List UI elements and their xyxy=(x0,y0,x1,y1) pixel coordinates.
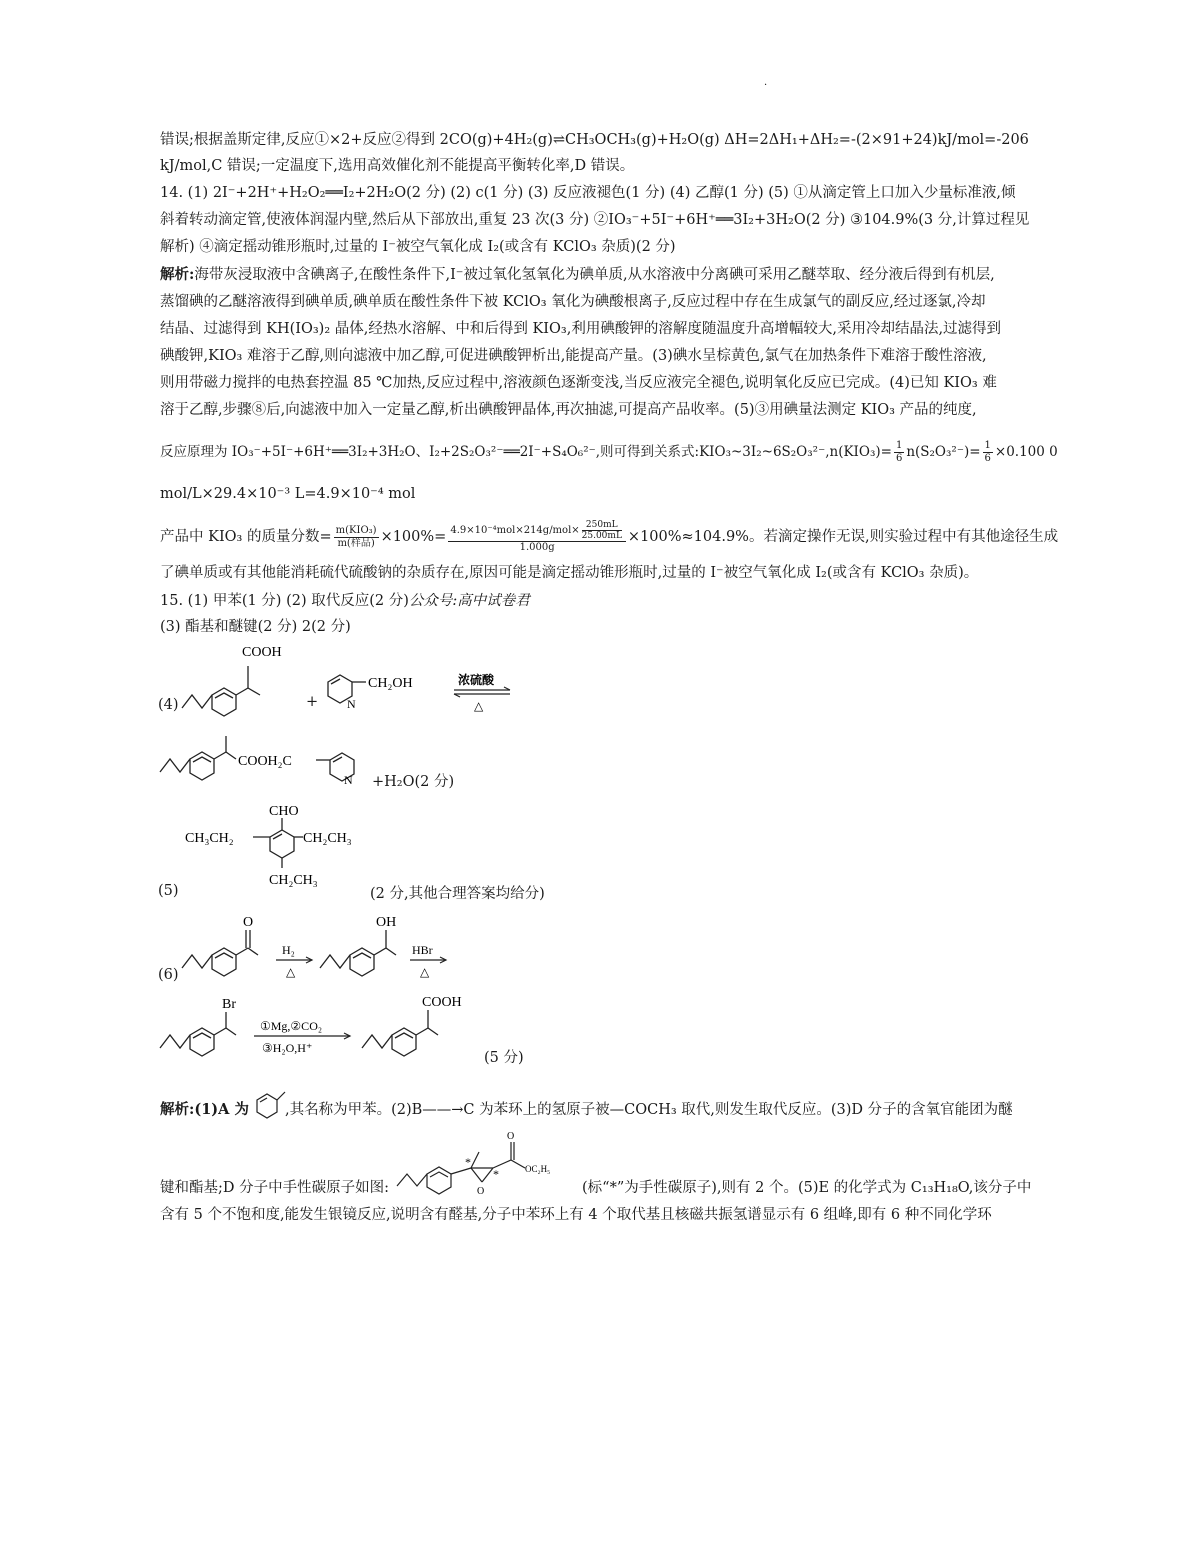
plus-sign: + xyxy=(306,694,319,710)
cooh-label-2: COOH xyxy=(422,995,462,1010)
carbonyl-o: O xyxy=(507,1131,515,1142)
ethyl-right-label: CH₂CH₃ xyxy=(303,831,352,846)
o-atom: O xyxy=(243,915,254,930)
q15-answers: 15. (1) 甲苯(1 分) (2) 取代反应(2 分) xyxy=(160,593,409,609)
star-2: * xyxy=(493,1167,499,1181)
page-dot: · xyxy=(764,80,768,91)
part-5-label: (5) xyxy=(158,883,179,899)
conc-h2so4-label: 浓硫酸 xyxy=(458,673,495,687)
jiexi-label: 解析: xyxy=(160,266,195,283)
delta-label: △ xyxy=(474,699,484,713)
times-100-a: ×100%= xyxy=(380,529,447,545)
cooh2c-label: COOH₂C xyxy=(238,754,292,769)
grignard-arrow xyxy=(252,1018,352,1062)
result-text: ×100%≈104.9%。若滴定操作无误,则实验过程中有其他途径生成 xyxy=(627,529,1059,545)
part-4-label: (4) xyxy=(158,697,179,713)
cho-label: CHO xyxy=(269,804,299,819)
text-line-10: 则用带磁力搅拌的电热套控温 85 ℃加热,反应过程中,溶液颜色逐渐变浅,当反应液完全褪色,说明氧化反应已完成。(4)已知 KIO₃ 难 xyxy=(160,375,997,391)
br-label: Br xyxy=(222,997,236,1012)
analysis-line-2b: (标“*”为手性碳原子),则有 2 个。(5)E 的化学式为 C₁₃H₁₈O,该分子中 xyxy=(582,1180,1032,1196)
aldehyde-structure xyxy=(185,800,385,904)
water-product: +H₂O(2 分) xyxy=(372,774,455,790)
epoxide-ester-structure xyxy=(395,1128,580,1207)
analysis-text-1: ,其名称为甲苯。(2)B——→C 为苯环上的氢原子被—COCH₃ 取代,则发生取代反应。(3)D 分子的含氧官能团为醚 xyxy=(284,1102,1013,1118)
text-line-12 xyxy=(160,440,1058,465)
mg-co2-label: ①Mg,②CO₂ xyxy=(260,1019,323,1033)
fraction-calc: 4.9×10⁻⁴mol×214g/mol× $\frac{250mL}{25.00mL}$ 1.000g xyxy=(448,520,626,554)
bromide-structure xyxy=(158,990,258,1074)
n-s2o3: n(S₂O₃²⁻)= xyxy=(906,444,981,460)
text-line-17: (3) 酯基和醚键(2 分) 2(2 分) xyxy=(160,619,351,635)
h2-arrow xyxy=(274,942,314,986)
alcohol-structure xyxy=(318,910,418,994)
text-line-4: 斜着转动滴定管,使液体润湿内壁,然后从下部放出,重复 23 次(3 分) ②IO₃⁻+5I⁻+6H⁺══3I₂+3H₂O(2 分) ③104.9%(3 分,计算过程见 xyxy=(160,212,1030,228)
reaction-principle: 反应原理为 IO₃⁻+5I⁻+6H⁺══3I₂+3H₂O、I₂+2S₂O₃²⁻══2I⁻+S₄O₆²⁻,则可得到关系式:KIO₃~3I₂~6S₂O₃²⁻,n(KIO₃)= xyxy=(160,444,892,460)
text-line-13: mol/L×29.4×10⁻³ L=4.9×10⁻⁴ mol xyxy=(160,486,416,502)
text-line-16 xyxy=(160,591,530,611)
ethyl-left-label: CH₃CH₂ xyxy=(185,831,234,846)
jiexi-line-1 xyxy=(160,265,995,285)
fraction-mass: $\frac{\text{m(KIO₃)}}{\text{m(样品)}}$ xyxy=(335,524,377,549)
analysis-line-1 xyxy=(160,1100,1013,1120)
text-line-5: 解析) ④滴定摇动锥形瓶时,过量的 I⁻被空气氧化成 I₂(或含有 KClO₃ 杂质)(2 分) xyxy=(160,239,676,255)
jiexi-a-label: 解析:(1)A 为 xyxy=(160,1101,249,1118)
ibuprofen-product-structure xyxy=(360,990,480,1074)
h2-label: H₂ xyxy=(282,943,295,957)
text-line-8: 结晶、过滤得到 KH(IO₃)₂ 晶体,经热水溶解、中和后得到 KIO₃,利用碘酸钾的溶解度随温度升高增幅较大,采用冷却结晶法,过滤得到 xyxy=(160,321,1002,337)
delta-label-3: △ xyxy=(420,965,430,979)
text-line-14 xyxy=(160,520,1058,554)
mass-fraction-label: 产品中 KIO₃ 的质量分数= xyxy=(160,529,332,545)
n-atom-2: N xyxy=(344,773,353,787)
analysis-line-2: 键和酯基;D 分子中手性碳原子如图: xyxy=(160,1180,390,1196)
pyridinemethanol-structure xyxy=(320,660,470,724)
part-6-score: (5 分) xyxy=(484,1050,524,1066)
ester-product-structure xyxy=(158,722,458,806)
part-6-label: (6) xyxy=(158,967,179,983)
text-line-15: 了碘单质或有其他能消耗硫代硫酸钠的杂质存在,原因可能是滴定摇动锥形瓶时,过量的 I⁻被空气氧化成 I₂(或含有 KClO₃ 杂质)。 xyxy=(160,565,979,581)
text-line-2: kJ/mol,C 错误;一定温度下,选用高效催化剂不能提高平衡转化率,D 错误。 xyxy=(160,158,635,174)
jiexi-text: 海带灰浸取液中含碘离子,在酸性条件下,I⁻被过氧化氢氧化为碘单质,从水溶液中分离碘可采用乙醚萃取、经分液后得到有机层, xyxy=(194,267,995,283)
ketone-structure xyxy=(180,910,280,994)
ch2oh-label: CH₂OH xyxy=(368,676,413,691)
analysis-line-3: 含有 5 个不饱和度,能发生银镜反应,说明含有醛基,分子中苯环上有 4 个取代基且核磁共振氢谱显示有 6 组峰,即有 6 种不同化学环 xyxy=(160,1207,992,1223)
cooh-label: COOH xyxy=(242,645,282,660)
text-line-7: 蒸馏碘的乙醚溶液得到碘单质,碘单质在酸性条件下被 KClO₃ 氧化为碘酸根离子,反应过程中存在生成氯气的副反应,经过逐氯,冷却 xyxy=(160,294,986,310)
h2o-h-label: ③H₂O,H⁺ xyxy=(262,1041,313,1055)
ibuprofen-structure xyxy=(180,640,320,734)
oh-label: OH xyxy=(376,915,397,930)
ethyl-bottom-label: CH₂CH₃ xyxy=(269,873,318,888)
conc-h2so4-arrow xyxy=(452,672,512,720)
hbr-arrow xyxy=(408,942,448,986)
text-line-9: 碘酸钾,KIO₃ 难溶于乙醇,则向滤液中加乙醇,可促进碘酸钾析出,能提高产量。(3)碘水呈棕黄色,氯气在加热条件下难溶于酸性溶液, xyxy=(160,348,987,364)
text-line-1: 错误;根据盖斯定律,反应①×2+反应②得到 2CO(g)+4H₂(g)⇌CH₃OCH₃(g)+H₂O(g) ΔH=2ΔH₁+ΔH₂=-(2×91+24)kJ/mol=-206 xyxy=(160,132,1029,148)
text-line-11: 溶于乙醇,步骤⑧后,向滤液中加入一定量乙醇,析出碘酸钾晶体,再次抽滤,可提高产品收率。(5)③用碘量法测定 KIO₃ 产品的纯度, xyxy=(160,402,977,418)
fraction-one-sixth-a: $\frac{1}{6}$ xyxy=(895,440,903,464)
fraction-one-sixth-b: $\frac{1}{6}$ xyxy=(984,440,991,464)
star-1: * xyxy=(465,1155,471,1169)
delta-label-2: △ xyxy=(286,965,296,979)
n-atom: N xyxy=(347,697,356,711)
part-5-note: (2 分,其他合理答案均给分) xyxy=(370,886,545,902)
concentration: ×0.100 0 xyxy=(994,444,1058,460)
oc2h5-label: OC₂H₅ xyxy=(525,1164,551,1174)
toluene-structure xyxy=(249,1100,285,1120)
text-line-3: 14. (1) 2I⁻+2H⁺+H₂O₂══I₂+2H₂O(2 分) (2) c(1 分) (3) 反应液褪色(1 分) (4) 乙醇(1 分) (5) ①从滴定管上口加入少量标准液,倾 xyxy=(160,185,1016,201)
epoxide-o: O xyxy=(477,1186,485,1197)
hbr-label: HBr xyxy=(412,943,433,957)
watermark-text: 公众号:高中试卷君 xyxy=(408,593,530,609)
